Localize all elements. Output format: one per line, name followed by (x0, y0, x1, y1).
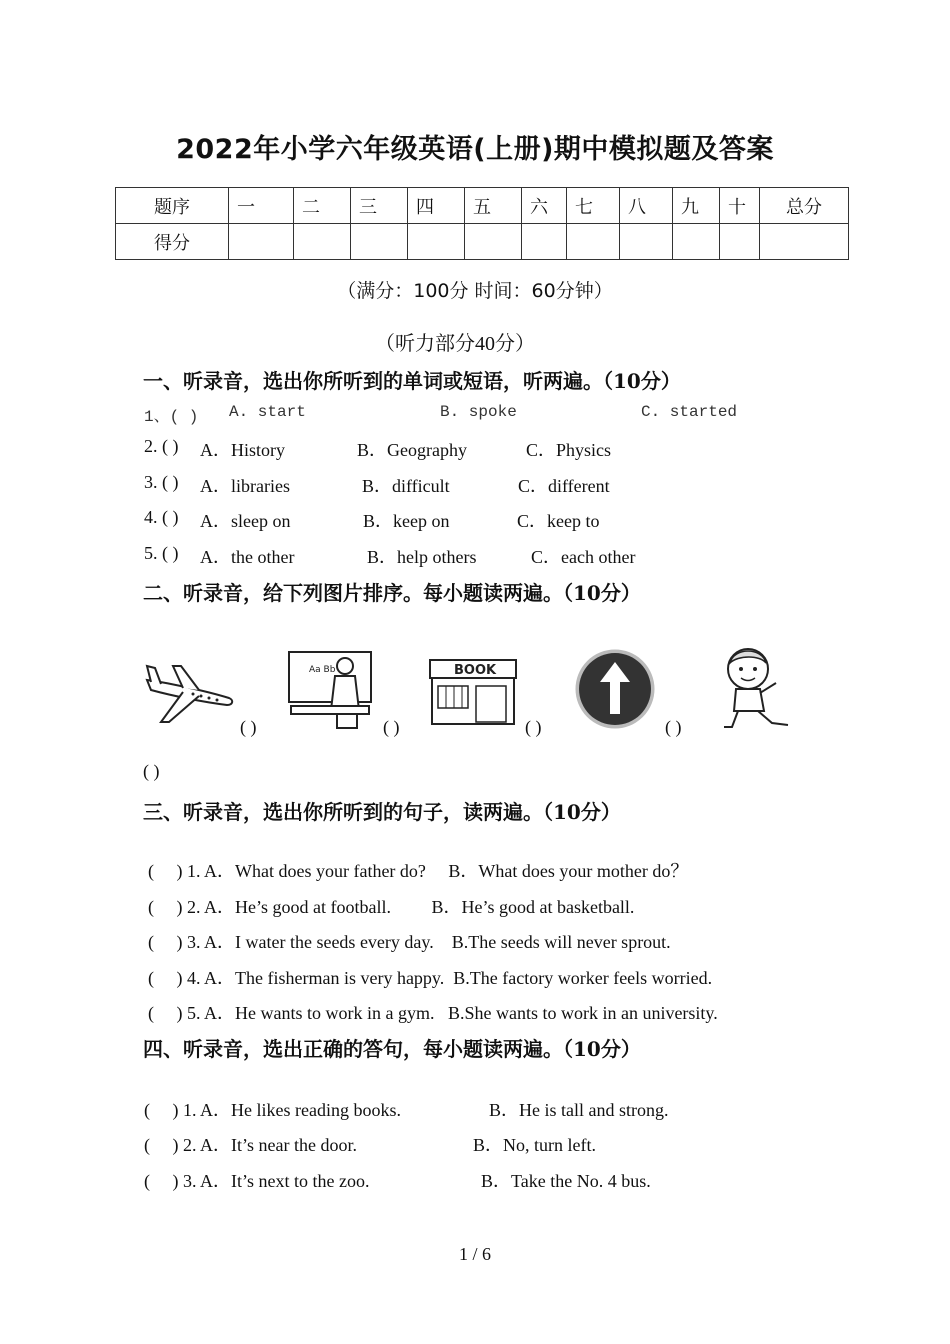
q5-option-a: A．the other (200, 547, 295, 567)
q2-option-c: C．Physics (526, 440, 612, 460)
q3-option-a: A．libraries (200, 476, 290, 496)
table-cell: 得分 (116, 224, 229, 260)
arrow-up-sign-picture (572, 648, 658, 730)
q5-number: 5. ( ) (144, 543, 179, 563)
section-3-heading: 三、听录音，选出你所听到的句子，读两遍。（10分） (143, 800, 621, 824)
s4-item-2-b: B．No, turn left. (473, 1135, 596, 1155)
score-table (115, 187, 849, 260)
q2-number: 2. ( ) (144, 436, 179, 456)
table-cell: 二 (294, 188, 351, 224)
score-table-header-row (116, 188, 849, 224)
score-input-cell[interactable] (229, 224, 294, 260)
teacher-picture (287, 650, 373, 730)
table-cell: 八 (620, 188, 673, 224)
section-4-heading: 四、听录音，选出正确的答句，每小题读两遍。（10分） (143, 1037, 641, 1061)
picture-3-blank[interactable]: ( ) (525, 717, 542, 737)
q3-option-c: C．different (518, 476, 610, 496)
section-2-heading: 二、听录音，给下列图片排序。每小题读两遍。（10分） (143, 581, 641, 605)
q2-option-b: B．Geography (357, 440, 467, 460)
q4-number: 4. ( ) (144, 507, 179, 527)
listening-part-label: （听力部分40分） (375, 333, 535, 355)
boy-picture (716, 645, 796, 733)
score-input-cell[interactable] (620, 224, 673, 260)
page-title: 2022年小学六年级英语(上册)期中模拟题及答案 (176, 134, 774, 165)
table-cell: 七 (567, 188, 620, 224)
board-text: Aa Bb (309, 665, 336, 675)
q1-option-b: B. spoke (440, 403, 517, 421)
q4-option-a: A．sleep on (200, 511, 291, 531)
score-input-cell[interactable] (760, 224, 849, 260)
time-info: （满分：100分 时间：60分钟） (337, 280, 613, 302)
s4-item-3-b: B．Take the No. 4 bus. (481, 1171, 651, 1191)
picture-4-blank[interactable]: ( ) (665, 717, 682, 737)
table-cell: 一 (229, 188, 294, 224)
page-number: 1 / 6 (458, 1244, 491, 1264)
score-input-cell[interactable] (465, 224, 522, 260)
table-cell: 五 (465, 188, 522, 224)
score-input-cell[interactable] (673, 224, 720, 260)
score-input-cell[interactable] (720, 224, 760, 260)
q3-number: 3. ( ) (144, 472, 179, 492)
q3-option-b: B．difficult (362, 476, 450, 496)
s4-item-3-a: ( ) 3. A．It’s next to the zoo. (144, 1171, 370, 1191)
s3-item-4: ( ) 4. A．The fisherman is very happy. B.The factory worker feels worried. (148, 968, 713, 988)
q1-option-c: C. started (641, 403, 738, 421)
table-cell: 九 (673, 188, 720, 224)
q5-option-b: B．help others (367, 547, 477, 567)
table-cell: 十 (720, 188, 760, 224)
score-table-score-row (116, 224, 849, 260)
book-sign-text: BOOK (454, 663, 497, 678)
score-input-cell[interactable] (522, 224, 567, 260)
table-cell: 四 (408, 188, 465, 224)
score-input-cell[interactable] (567, 224, 620, 260)
q2-option-a: A．History (200, 440, 285, 460)
s4-item-1-b: B．He is tall and strong. (489, 1100, 669, 1120)
table-cell: 六 (522, 188, 567, 224)
q1-number: 1、( ) (144, 408, 199, 426)
score-input-cell[interactable] (351, 224, 408, 260)
q4-option-c: C．keep to (517, 511, 600, 531)
s4-item-1-a: ( ) 1. A．He likes reading books. (144, 1100, 401, 1120)
q4-option-b: B．keep on (363, 511, 450, 531)
q5-option-c: C．each other (531, 547, 636, 567)
s3-item-5: ( ) 5. A．He wants to work in a gym. B.She wants to work in an university. (148, 1003, 718, 1023)
score-input-cell[interactable] (294, 224, 351, 260)
section-1-heading: 一、听录音，选出你所听到的单词或短语，听两遍。（10分） (143, 369, 681, 393)
s3-item-1: ( ) 1. A．What does your father do? B．What does your mother do？ (148, 861, 689, 881)
s4-item-2-a: ( ) 2. A．It’s near the door. (144, 1135, 357, 1155)
bookstore-picture (428, 656, 518, 726)
s3-item-2: ( ) 2. A．He’s good at football. B．He’s good at basketball. (148, 897, 635, 917)
q1-option-a: A. start (229, 403, 306, 421)
picture-5-blank[interactable]: ( ) (143, 761, 160, 781)
picture-1-blank[interactable]: ( ) (240, 717, 257, 737)
s3-item-3: ( ) 3. A．I water the seeds every day. B.The seeds will never sprout. (148, 932, 671, 952)
table-cell: 总分 (760, 188, 849, 224)
table-cell: 题序 (116, 188, 229, 224)
airplane-picture (143, 660, 235, 726)
score-input-cell[interactable] (408, 224, 465, 260)
picture-2-blank[interactable]: ( ) (383, 717, 400, 737)
table-cell: 三 (351, 188, 408, 224)
